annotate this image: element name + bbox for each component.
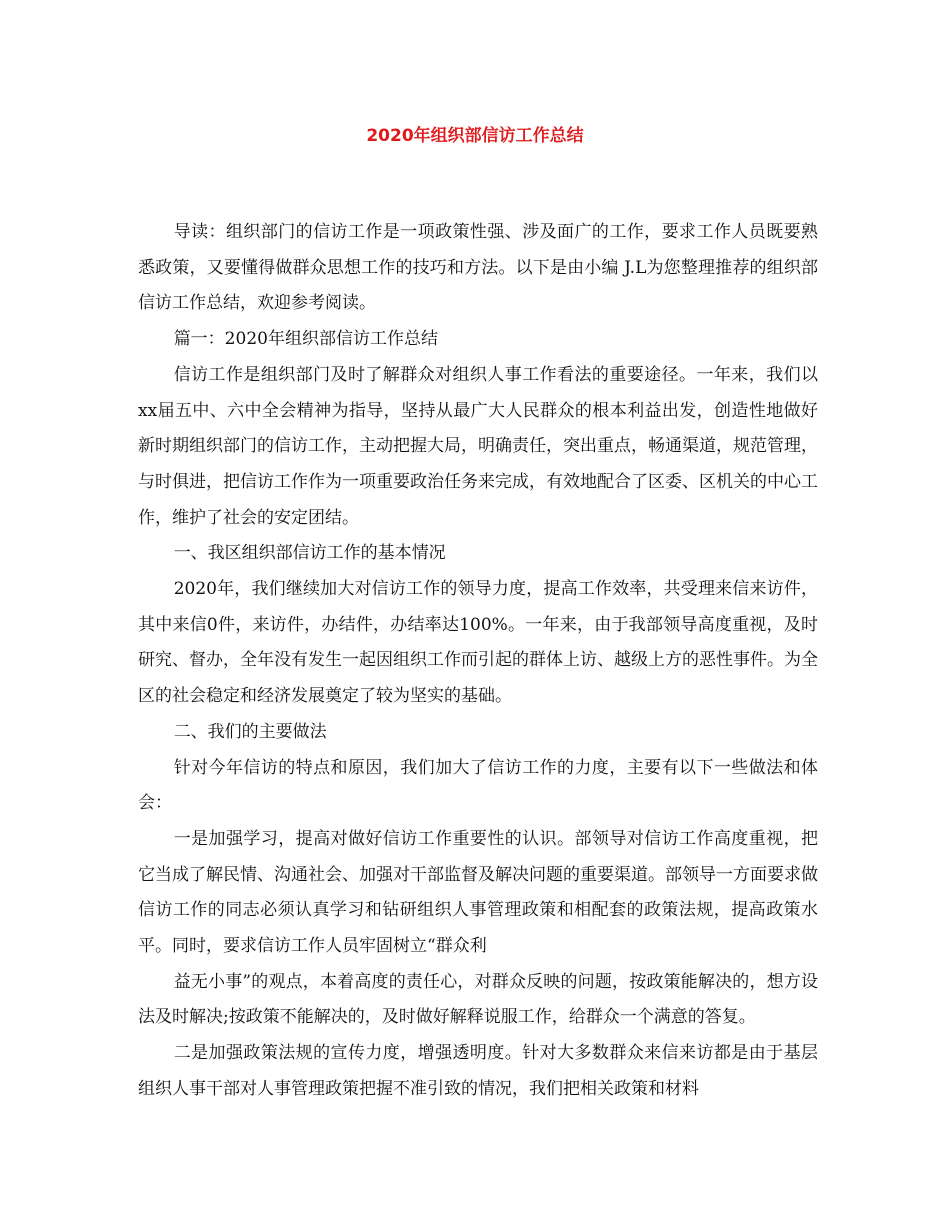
intro-paragraph: 导读：组织部门的信访工作是一项政策性强、涉及面广的工作，要求工作人员既要熟悉政策，又要懂得做群众思想工作的技巧和方法。以下是由小编 J.L为您整理推荐的组织部信访工作总结，欢迎参考阅读。 bbox=[138, 222, 818, 314]
method-one-paragraph: 一是加强学习，提高对做好信访工作重要性的认识。部领导对信访工作高度重视，把它当成了解民情、沟通社会、加强对干部监督及解决问题的重要渠道。部领导一方面要求做信访工作的同志必须认真学习和钻研组织人事管理政策和相配套的政策法规，提高政策水平。同时，要求信访工作人员牢固树立“群众利 bbox=[138, 828, 818, 957]
document-body bbox=[138, 215, 818, 1108]
overview-paragraph: 信访工作是组织部门及时了解群众对组织人事工作看法的重要途径。一年来，我们以xx届五中、六中全会精神为指导，坚持从最广大人民群众的根本利益出发，创造性地做好新时期组织部门的信访工作，主动把握大局，明确责任，突出重点，畅通渠道，规范管理，与时俱进，把信访工作作为一项重要政治任务来完成，有效地配合了区委、区机关的中心工作，维护了社会的安定团结。 bbox=[138, 364, 818, 528]
basic-situation-paragraph: 2020年，我们继续加大对信访工作的领导力度，提高工作效率，共受理来信来访件，其中来信0件，来访件，办结件，办结率达100%。一年来，由于我部领导高度重视，及时研究、督办，全年没有发生一起因组织工作而引起的群体上访、越级上方的恶性事件。为全区的社会稳定和经济发展奠定了较为坚实的基础。 bbox=[138, 579, 818, 707]
method-two-paragraph: 二是加强政策法规的宣传力度，增强透明度。针对大多数群众来信来访都是由于基层组织人事干部对人事管理政策把握不准引致的情况，我们把相关政策和材料 bbox=[138, 1043, 818, 1099]
document-title: 2020年组织部信访工作总结 bbox=[366, 126, 584, 146]
methods-intro-paragraph: 针对今年信访的特点和原因，我们加大了信访工作的力度，主要有以下一些做法和体会： bbox=[138, 757, 818, 814]
section-two-heading: 二、我们的主要做法 bbox=[173, 721, 327, 742]
part-one-heading: 篇一：2020年组织部信访工作总结 bbox=[173, 329, 438, 350]
section-one-heading: 一、我区组织部信访工作的基本情况 bbox=[173, 543, 446, 564]
method-one-continued-paragraph: 益无小事”的观点，本着高度的责任心，对群众反映的问题，按政策能解决的，想方设法及时解决;按政策不能解决的，及时做好解释说服工作，给群众一个满意的答复。 bbox=[138, 971, 818, 1028]
